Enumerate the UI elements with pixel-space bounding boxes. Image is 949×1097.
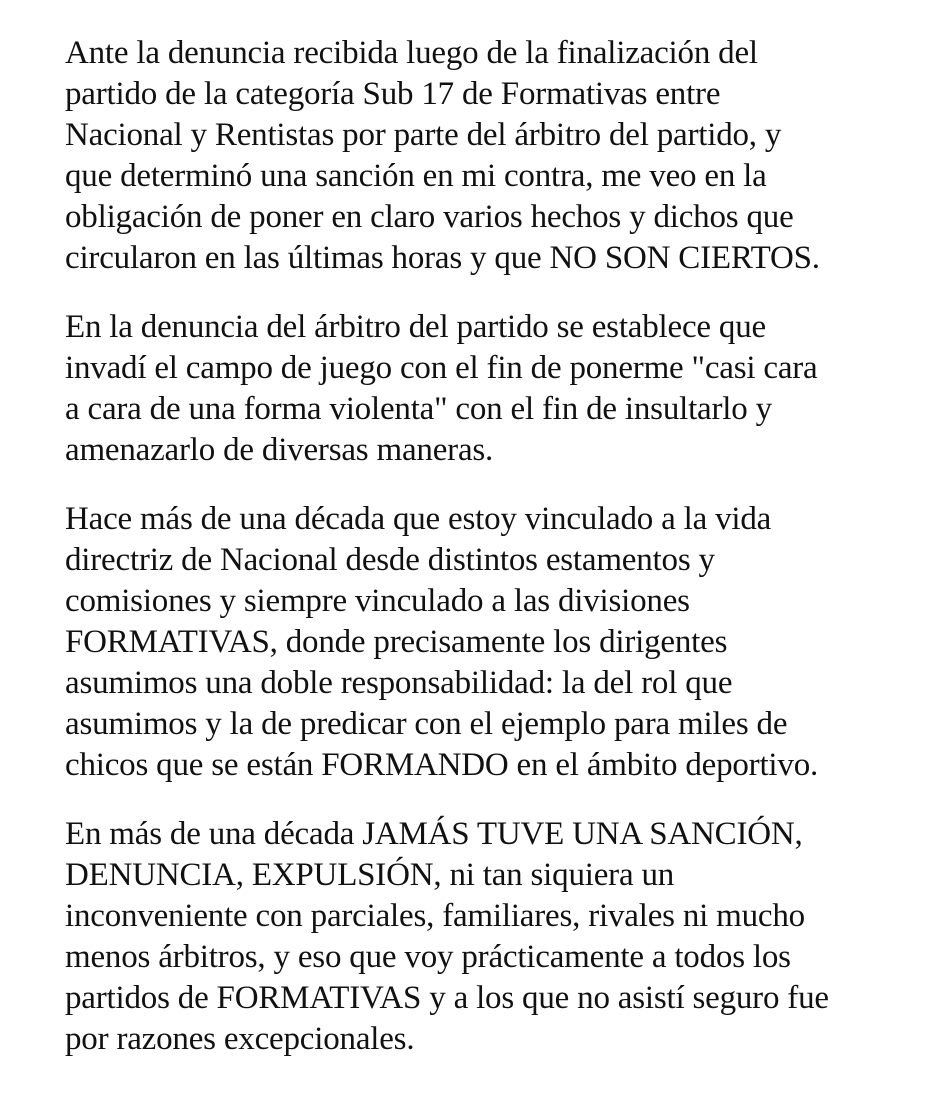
text-line: por razones excepcionales. bbox=[65, 1021, 415, 1057]
text-line: Nacional y Rentistas por parte del árbitro del partido, y bbox=[65, 117, 782, 153]
paragraph bbox=[65, 499, 909, 786]
text-line: amenazarlo de diversas maneras. bbox=[65, 432, 494, 468]
text-line: asumimos una doble responsabilidad: la del rol que bbox=[65, 665, 733, 701]
text-line: Hace más de una década que estoy vinculado a la vida bbox=[65, 501, 772, 537]
text-line: En la denuncia del árbitro del partido se establece que bbox=[65, 309, 766, 345]
text-line: obligación de poner en claro varios hechos y dichos que bbox=[65, 199, 794, 235]
text-line: DENUNCIA, EXPULSIÓN, ni tan siquiera un bbox=[65, 857, 675, 893]
paragraph bbox=[65, 33, 909, 279]
text-line: comisiones y siempre vinculado a las divisiones bbox=[65, 583, 690, 619]
text-line: circularon en las últimas horas y que NO SON CIERTOS. bbox=[65, 240, 820, 276]
text-line: partido de la categoría Sub 17 de Formativas entre bbox=[65, 76, 721, 112]
text-line: directriz de Nacional desde distintos estamentos y bbox=[65, 542, 715, 578]
text-line: a cara de una forma violenta" con el fin de insultarlo y bbox=[65, 391, 772, 427]
text-line: chicos que se están FORMANDO en el ámbito deportivo. bbox=[65, 747, 819, 783]
text-line: Ante la denuncia recibida luego de la finalización del bbox=[65, 35, 758, 71]
paragraph bbox=[65, 307, 909, 471]
text-line: partidos de FORMATIVAS y a los que no asistí seguro fue bbox=[65, 980, 829, 1016]
text-line: invadí el campo de juego con el fin de ponerme "casi cara bbox=[65, 350, 818, 386]
document-body bbox=[65, 33, 909, 1060]
text-line: inconveniente con parciales, familiares, rivales ni mucho bbox=[65, 898, 805, 934]
text-line: que determinó una sanción en mi contra, me veo en la bbox=[65, 158, 767, 194]
paragraph bbox=[65, 814, 909, 1060]
text-line: asumimos y la de predicar con el ejemplo para miles de bbox=[65, 706, 788, 742]
text-line: menos árbitros, y eso que voy prácticamente a todos los bbox=[65, 939, 791, 975]
text-line: FORMATIVAS, donde precisamente los dirigentes bbox=[65, 624, 728, 660]
text-line: En más de una década JAMÁS TUVE UNA SANCIÓN, bbox=[65, 816, 803, 852]
